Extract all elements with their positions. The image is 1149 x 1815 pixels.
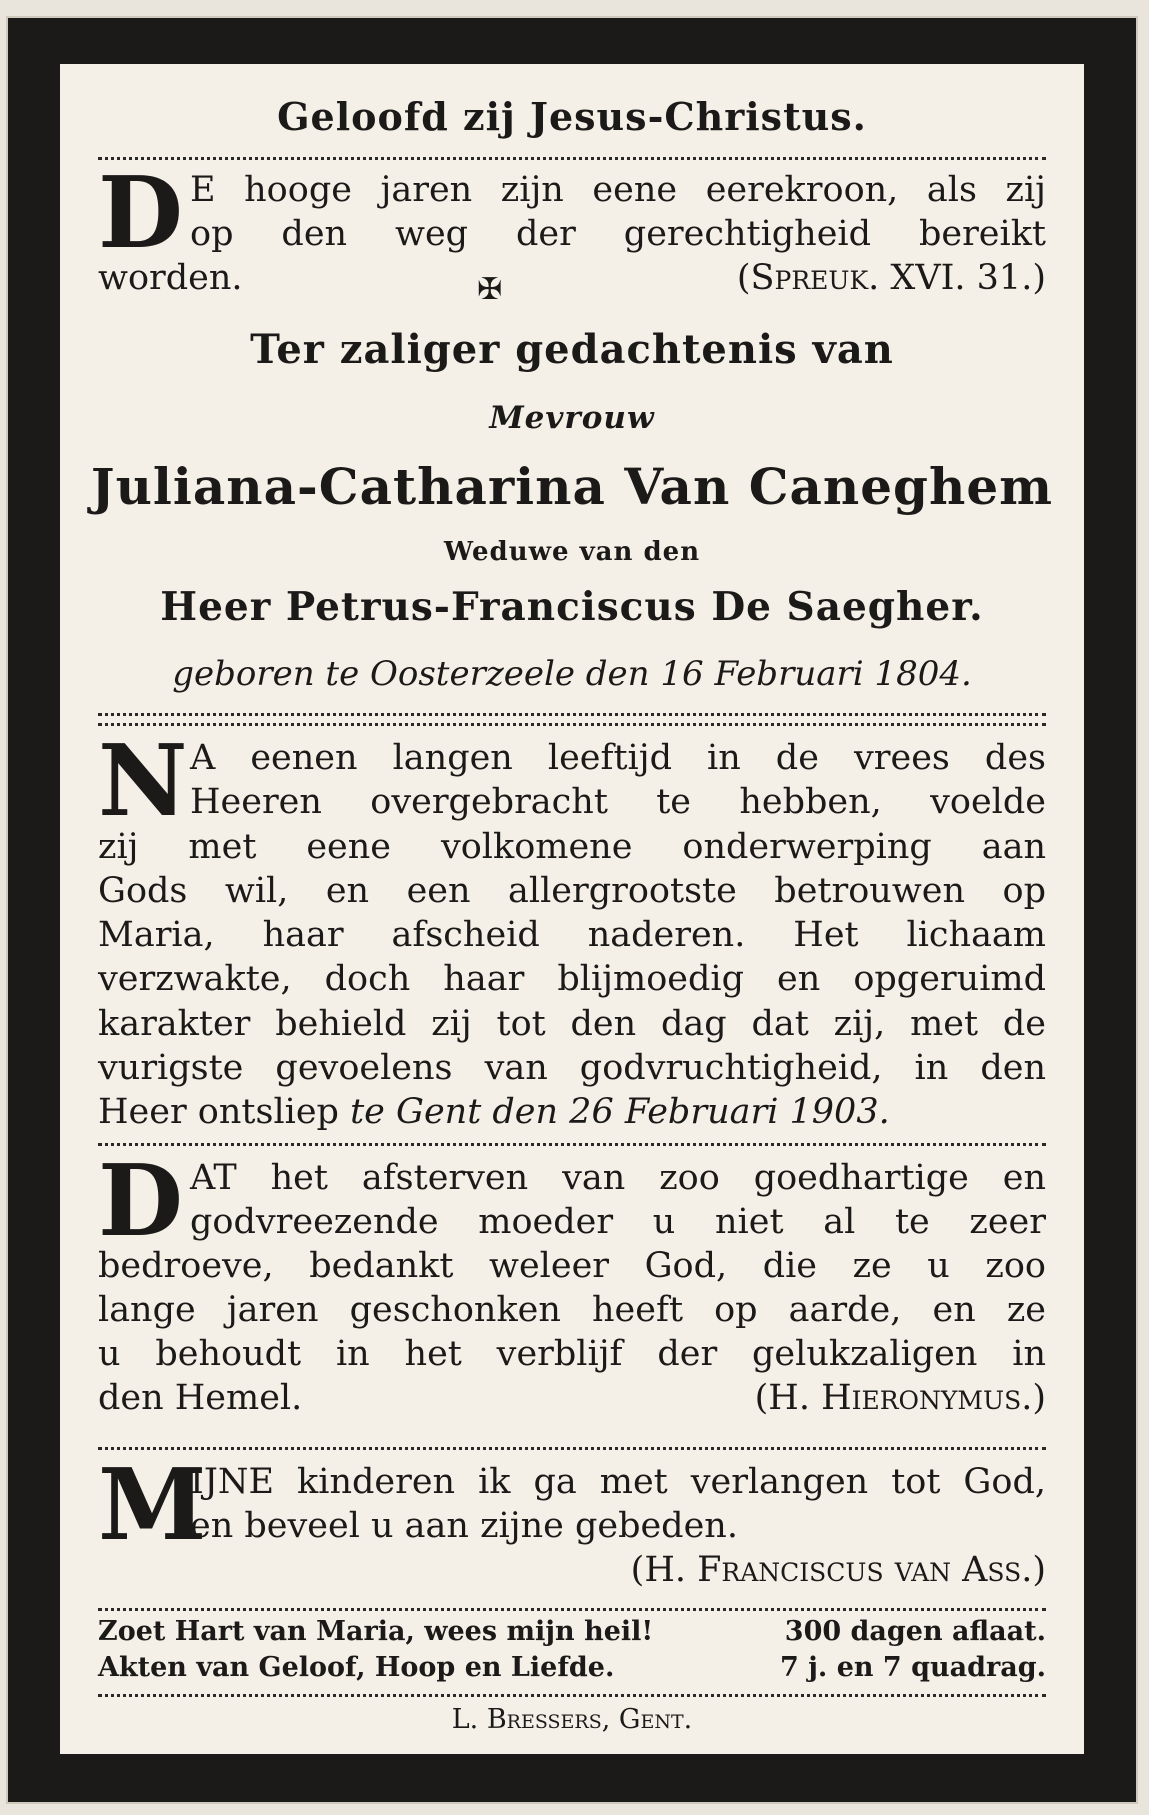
- text-line: lange jaren geschonken heeft op aarde, en ze: [98, 1290, 1046, 1330]
- divider: [98, 1694, 1046, 1697]
- husband-name: Heer Petrus-Franciscus De Saegher.: [160, 584, 984, 630]
- consolation-paragraph: [98, 1144, 1046, 1420]
- drop-cap: M: [98, 1448, 207, 1563]
- proverb-quote: [98, 156, 1046, 307]
- last-words-paragraph: [98, 1448, 1046, 1592]
- text-line: en beveel u aan zijne gebeden.: [190, 1506, 738, 1546]
- quote-reference: (H. Hieronymus.): [754, 1378, 1046, 1418]
- text-line: bedroeve, bedankt weleer God, die ze u zoo: [98, 1246, 1046, 1286]
- death-info: te Gent den 26 Februari 1903.: [350, 1092, 890, 1133]
- text-line: E hooge jaren zijn eene eerekroon, als zij: [190, 170, 1046, 210]
- text-line: Maria, haar afscheid naderen. Het lichaam: [98, 915, 1046, 956]
- drop-cap: D: [98, 156, 183, 271]
- divider: [98, 1608, 1046, 1611]
- text-line: op den weg der gerechtigheid bereikt: [190, 214, 1046, 254]
- cross-icon: ✠: [477, 272, 503, 307]
- memorial-card: [60, 64, 1084, 1754]
- indulgence-text: 300 dagen aflaat.: [784, 1616, 1046, 1647]
- text-line: [98, 1090, 1046, 1134]
- drop-cap: N: [98, 724, 188, 839]
- prayer-text: Akten van Geloof, Hoop en Liefde.: [98, 1652, 615, 1683]
- deceased-name: Juliana-Catharina Van Caneghem: [90, 457, 1054, 516]
- relation-label: Weduwe van den: [443, 537, 701, 567]
- text-line-start: Heer ontsliep: [98, 1092, 339, 1133]
- memorial-honorific: Mevrouw: [489, 400, 655, 436]
- text-line: u behoudt in het verblijf der gelukzaligen in: [98, 1334, 1046, 1374]
- text-line: godvreezende moeder u niet al te zeer: [190, 1202, 1046, 1242]
- birth-info: geboren te Oosterzeele den 16 Februari 1804.: [172, 654, 972, 694]
- drop-cap: D: [98, 1144, 183, 1259]
- memorial-heading: Ter zaliger gedachtenis van: [250, 326, 894, 373]
- divider: [98, 723, 1046, 726]
- text-line: zij met eene volkomene onderwerping aan: [98, 826, 1046, 867]
- indulgence-text: 7 j. en 7 quadrag.: [779, 1652, 1046, 1683]
- divider: [98, 1143, 1046, 1146]
- text-line: verzwakte, doch haar blijmoedig en opgeruimd: [98, 959, 1046, 1000]
- mourning-card-border: [8, 18, 1136, 1802]
- text-line: A eenen langen leeftijd in de vrees des: [190, 738, 1046, 778]
- printer-name: L. Bressers, Gent.: [451, 1704, 693, 1735]
- text-line-end: worden.: [98, 258, 243, 298]
- indulgence-row: [98, 1652, 1046, 1683]
- text-line: Heeren overgebracht te hebben, voelde: [190, 782, 1046, 823]
- quote-reference: (H. Franciscus van Ass.): [630, 1550, 1046, 1590]
- text-line: Gods wil, en een allergrootste betrouwen op: [98, 870, 1046, 911]
- text-line: [98, 256, 1046, 307]
- life-paragraph: [98, 724, 1046, 1135]
- text-line: AT het afsterven van zoo goedhartige en: [190, 1158, 1046, 1198]
- header-title: Geloofd zij Jesus-Christus.: [277, 94, 867, 139]
- text-line: karakter behield zij tot den dag dat zij, met de: [98, 1003, 1046, 1044]
- text-line: [98, 1376, 1046, 1420]
- text-line: IJNE kinderen ik ga met verlangen tot God,: [190, 1462, 1046, 1502]
- prayer-text: Zoet Hart van Maria, wees mijn heil!: [98, 1616, 654, 1647]
- divider: [98, 1447, 1046, 1450]
- quote-reference: (Spreuk. XVI. 31.): [736, 258, 1046, 298]
- divider: [98, 157, 1046, 160]
- text-line: vurigste gevoelens van godvruchtigheid, in den: [98, 1048, 1046, 1089]
- divider: [98, 713, 1046, 716]
- text-line-end: den Hemel.: [98, 1378, 303, 1418]
- indulgence-row: [98, 1616, 1046, 1647]
